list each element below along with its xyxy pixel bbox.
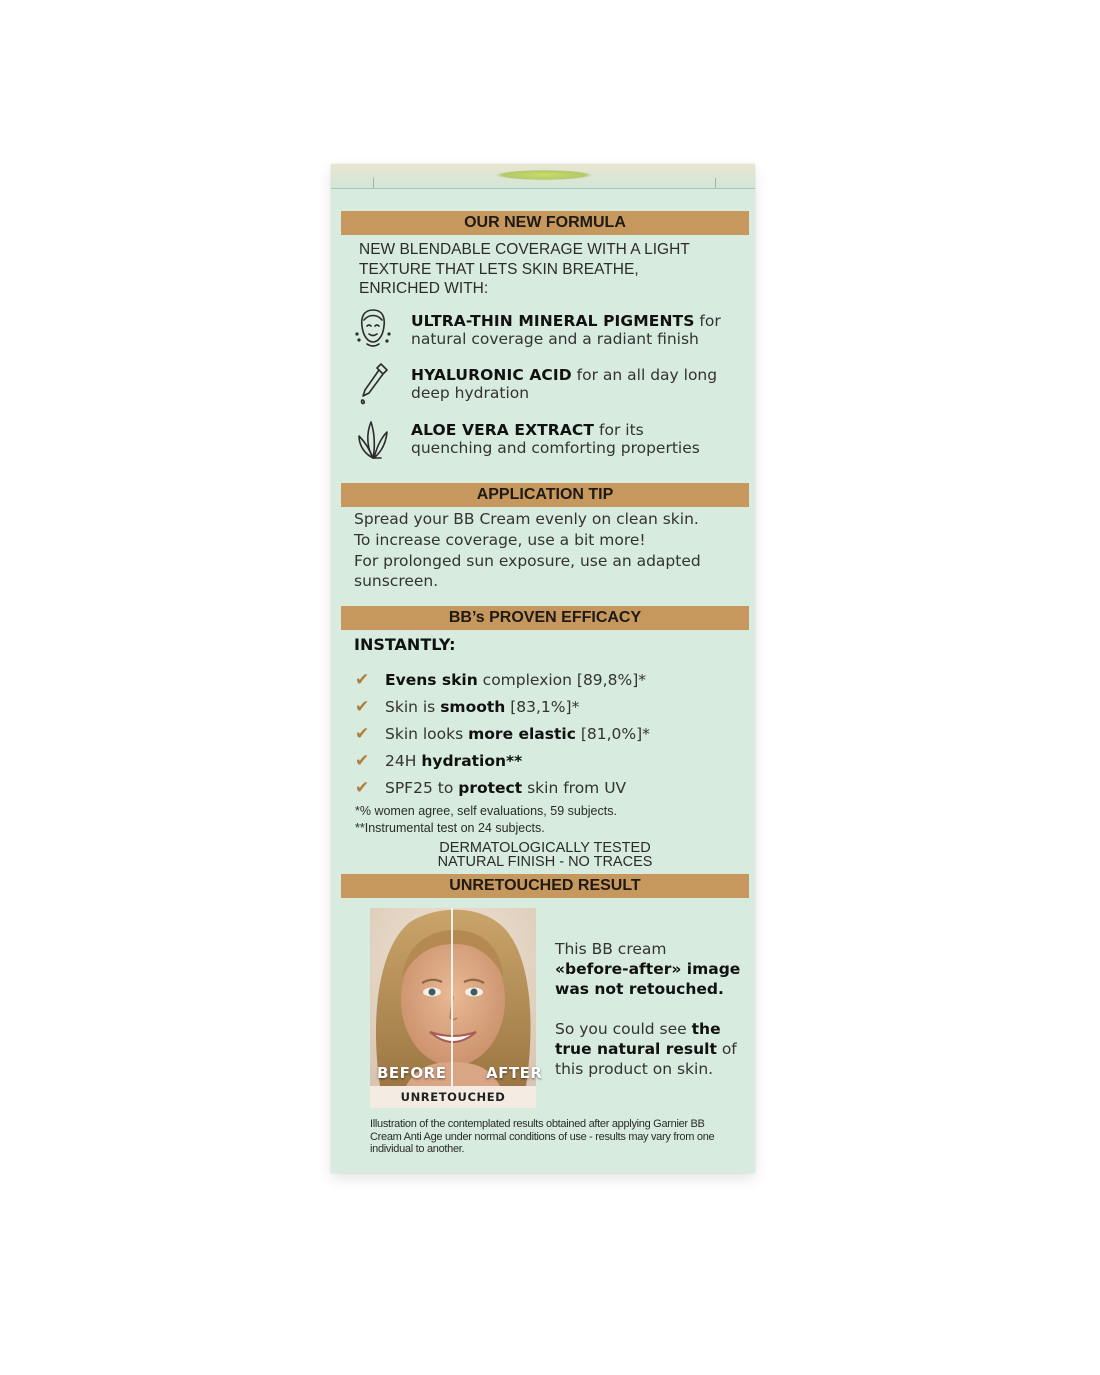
after-label: AFTER xyxy=(486,1064,543,1082)
product-box-back xyxy=(331,164,755,1173)
aloe-icon xyxy=(353,416,393,462)
natural-finish: NATURAL FINISH - NO TRACES xyxy=(437,854,653,870)
check-icon: ✔ xyxy=(355,751,370,771)
before-label: BEFORE xyxy=(377,1064,447,1082)
claim-item: ✔ Evens skin complexion [89,8%]* xyxy=(355,670,646,690)
result-text-1: This BB cream «before-after» image was not retouched. xyxy=(555,940,741,998)
claim-item: ✔ Skin looks more elastic [81,0%]* xyxy=(355,724,650,744)
before-after-photo xyxy=(370,908,543,1108)
result-header: UNRETOUCHED RESULT xyxy=(341,874,749,898)
derm-tested: DERMATOLOGICALLY TESTED xyxy=(439,840,651,856)
result-text-2: So you could see the true natural result of this product on skin. xyxy=(555,1020,737,1078)
claim-item: ✔ 24H hydration** xyxy=(355,751,523,771)
check-icon: ✔ xyxy=(355,778,370,798)
tip-text: Spread your BB Cream evenly on clean skin. To increase coverage, use a bit more! For prolonged sun exposure, use an adapted sunscreen. xyxy=(354,510,701,591)
efficacy-header: BB’s PROVEN EFFICACY xyxy=(341,606,749,630)
feature-hyaluronic: HYALURONIC ACID for an all day long deep hydration xyxy=(411,366,718,402)
feature-aloe: ALOE VERA EXTRACT for its quenching and comforting properties xyxy=(411,421,700,457)
check-icon: ✔ xyxy=(355,697,370,717)
footnote-instrumental: **Instrumental test on 24 subjects. xyxy=(355,821,545,835)
face-portrait xyxy=(370,908,536,1086)
feature-pigments: ULTRA-THIN MINERAL PIGMENTS for natural coverage and a radiant finish xyxy=(411,312,721,348)
box-top-flap xyxy=(331,164,755,189)
formula-intro: NEW BLENDABLE COVERAGE WITH A LIGHT TEXTURE THAT LETS SKIN BREATHE, ENRICHED WITH: xyxy=(359,241,690,297)
claim-item: ✔ Skin is smooth [83,1%]* xyxy=(355,697,580,717)
check-icon: ✔ xyxy=(355,724,370,744)
dropper-icon xyxy=(353,360,393,406)
footnote-survey: *% women agree, self evaluations, 59 subjects. xyxy=(355,804,617,818)
split-line xyxy=(451,908,453,1086)
formula-header: OUR NEW FORMULA xyxy=(341,211,749,235)
unretouched-label: UNRETOUCHED xyxy=(370,1086,536,1108)
illustration-disclaimer: Illustration of the contemplated results obtained after applying Garnier BB Cream Anti Age under normal conditions of use - results may vary from one individual to another. xyxy=(370,1118,715,1155)
flap-crease-left xyxy=(373,178,374,188)
claim-item: ✔ SPF25 to protect skin from UV xyxy=(355,778,627,798)
face-icon xyxy=(353,304,393,350)
box-tab xyxy=(496,170,592,180)
check-icon: ✔ xyxy=(355,670,370,690)
flap-crease-right xyxy=(715,178,716,188)
tip-header: APPLICATION TIP xyxy=(341,483,749,507)
instantly-label: INSTANTLY: xyxy=(354,635,456,654)
